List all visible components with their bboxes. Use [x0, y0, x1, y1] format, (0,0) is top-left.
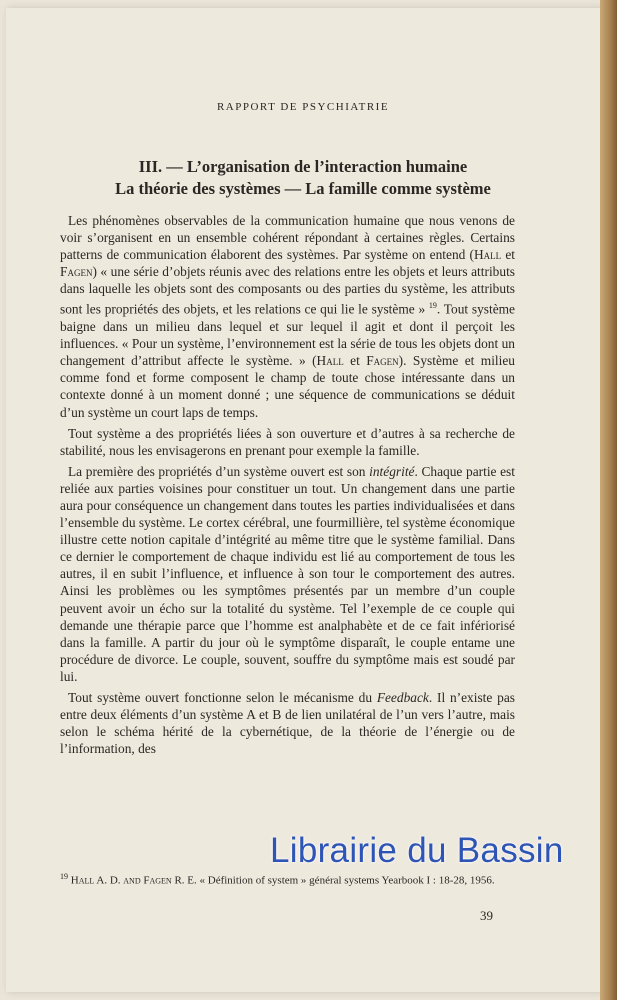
paragraph-1: Les phénomènes observables de la communication humaine que nous venons de voir s’organisent en un ensemble cohérent répondant à certaines règles. Certains patterns de communication élaborent des systèmes. Par système on entend (Hall et Fagen) « une série d’objets réunis avec des relations entre les objets et leurs attributs dans laquelle les objets sont des composants ou des parties du système, les attributs sont les propriétés des objets, et les relations ce qui lie le système » $^{19}$. Tout système baigne dans un milieu dans lequel et sur lequel il agit et dont il perçoit les influences. « Pour un système, l’environnement est la série de tous les objets dont un changement d’attribut affecte le système. » (Hall et Fagen). Système et milieu comme fond et forme composent le champ de toute chose intéressante dans un contexte donné à un moment donné ; une séquence de communications se déduit d’un système un court laps de temps. — [60, 213, 515, 420]
section-title-line-1: III. — L’organisation de l’interaction humaine — [138, 157, 468, 176]
paragraph-4: Tout système ouvert fonctionne selon le mécanisme du Feedback. Il n’existe pas entre deux éléments d’un système A et B de lien unilatéral de l’un vers l’autre, mais selon le schéma hérité de la cybernétique, de la théorie de l’énergie ou de l’information, des — [60, 690, 515, 757]
running-head: RAPPORT DE PSYCHIATRIE — [216, 101, 390, 113]
page-number: 39 — [480, 908, 493, 923]
footnote: $^{19}$ Hall A. D. and Fagen R. E. « Définition of system » général systems Yearbook I : 18-28, 1956. — [60, 872, 495, 887]
section-title-line-2: La théorie des systèmes — La famille comme système — [115, 179, 491, 198]
page-edge — [600, 0, 617, 1000]
paragraph-3: La première des propriétés d’un système ouvert est son intégrité. Chaque partie est reliée aux parties voisines pour constituer un tout. Un changement dans une partie aura pour conséquence un changement dans toutes les parties individualisées et dans l’ensemble du système. Le cortex cérébral, une fourmillière, tel système économique illustre cette notion capitale d’intégrité au même titre que le système familial. Dans ce dernier le comportement de chaque individu est lié au comportement de tous les autres, il en subit l’influence, et influence à son tour le comportement des autres. Ainsi les problèmes ou les symptômes présentés par un membre d’un couple peuvent avoir un écho sur la totalité du système. Tel l’exemple de ce couple qui demande une thérapie parce que l’homme est analphabète et de ce fait infériorisé dans la famille. A partir du jour où le symptôme disparaît, le couple entame une procédure de divorce. Le couple, souvent, souffre du symptôme mais est soudé par lui. — [60, 463, 515, 684]
section-title — [6, 156, 600, 200]
paragraph-2: Tout système a des propriétés liées à son ouverture et d’autres à sa recherche de stabilité, nous les envisagerons en prenant pour exemple la famille. — [60, 425, 515, 458]
body-text — [60, 212, 515, 761]
footnote-ref: 19 — [428, 301, 437, 311]
watermark-logo: Librairie du Bassin — [270, 831, 564, 870]
